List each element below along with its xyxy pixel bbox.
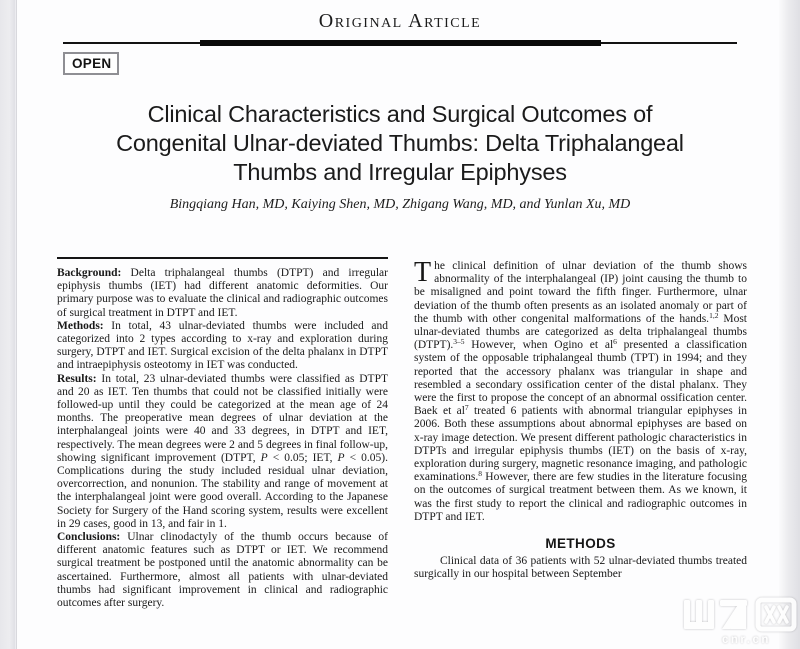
title-line-1: Clinical Characteristics and Surgical Outcomes of bbox=[147, 101, 653, 127]
article-title bbox=[40, 100, 760, 187]
abstract-background bbox=[57, 267, 388, 320]
abstract-methods bbox=[57, 320, 388, 373]
page-right-edge-shadow bbox=[779, 0, 800, 649]
page-left-edge-shadow bbox=[0, 0, 17, 649]
abstract-results bbox=[57, 373, 388, 531]
methods-paragraph: Clinical data of 36 patients with 52 ulnar-deviated thumbs treated surgically in our hospital between September bbox=[414, 555, 747, 581]
title-line-3: Thumbs and Irregular Epiphyses bbox=[233, 159, 567, 185]
abstract-results-label: Results: bbox=[57, 372, 97, 385]
introduction-text: he clinical definition of ulnar deviation of the thumb shows abnormality of the interphalangeal (IP) joint causing the thumb to be misaligned and point toward the fifth finger. Furthermore, ulnar deviation of the thumb often presents as an isolated anomaly or part of the thumb with other congenital malformations of the hands.$^{1,2}$ Most ulnar-deviated thumbs are categorized as delta triphalangeal thumbs (DTPT).$^{3-5}$ However, when Ogino et $al^6$ presented a classification system of the opposable triphalangeal thumb (TPT) in 1994; and they reported that the accessory phalanx was triangular in shape and resembled a secondary ossification center of the distal phalanx. They were the first to propose the concept of an abnormal ossification center. Baek et $al^7$ treated 6 patients with abnormal triangular epiphyses in 2006. Both these assumptions about abnormal epiphyses are based on x-ray image detection. We present different pathologic characteristics in DTPTs and irregular epiphysis thumbs (IET) on the basis of x-ray, exploration during surgery, magnetic resonance imaging, and pathologic examinations.$^8$ However, there are few studies in the literature focusing on the outcomes of surgical treatment between them. As we known, it was the first study to report the clinical and radiographic outcomes in DTPT and IET. bbox=[414, 260, 747, 523]
abstract-results-text: In total, 23 ulnar-deviated thumbs were classified as DTPT and 20 as IET. Ten thumbs that could not be classified initially were followed-up until they could be categorized at the mean age of 24 months. The preoperative mean degrees of ulnar deviation at the interphalangeal joints were 40 and 33 degrees, in DTPT and IET, respectively. The mean degrees were 2 and 5 degrees in final follow-up, showing significant improvement (DTPT, P < 0.05; IET, P < 0.05). Complications during the study included residual ulnar deviation, overcorrection, and nonunion. The stability and range of movement at the interphalangeal joint were good overall. According to the Japanese Society for Surgery of the Hand scoring system, results were excellent in 29 cases, good in 13, and fair in 1. bbox=[57, 372, 388, 530]
abstract-conclusions-label: Conclusions: bbox=[57, 531, 121, 544]
two-column-body bbox=[57, 257, 747, 610]
drop-cap: T bbox=[414, 257, 432, 288]
introduction-paragraph bbox=[414, 257, 747, 524]
abstract-background-label: Background: bbox=[57, 267, 122, 279]
abstract-column bbox=[57, 257, 388, 610]
introduction-column bbox=[414, 257, 747, 610]
article-type-heading: Original Article bbox=[318, 10, 482, 32]
watermark-site-text: cnr.cn bbox=[722, 634, 771, 646]
methods-section-heading: METHODS bbox=[545, 536, 616, 552]
abstract-background-text: Delta triphalangeal thumbs (DTPT) and irregular epiphysis thumbs (IET) had different anatomic deformities. Our primary purpose was to evaluate the clinical and radiographic outcomes of surgical treatment in DTPT and IET. bbox=[57, 267, 388, 319]
abstract-methods-text: In total, 43 ulnar-deviated thumbs were included and categorized into 2 types according to x-ray and exploration during surgery, DTPT and IET. Surgical excision of the delta phalanx in DTPT and intraepiphysis osteotomy in IET was conducted. bbox=[57, 319, 388, 372]
header-rule-thick-segment bbox=[200, 40, 601, 46]
title-line-2: Congenital Ulnar-deviated Thumbs: Delta Triphalangeal bbox=[116, 130, 684, 156]
abstract-conclusions-text: Ulnar clinodactyly of the thumb occurs because of different anatomic features such as DTPT or IET. We recommend surgical treatment be postponed until the anatomic abnormality can be ascertained. Furthermore, almost all patients with ulnar-deviated thumbs had significant improvement in clinical and radiographic outcomes after surgery. bbox=[57, 531, 388, 610]
abstract-methods-label: Methods: bbox=[57, 319, 104, 332]
author-byline: Bingqiang Han, MD, Kaiying Shen, MD, Zhigang Wang, MD, and Yunlan Xu, MD bbox=[169, 197, 631, 212]
abstract-conclusions bbox=[57, 531, 388, 610]
open-access-badge: OPEN bbox=[63, 52, 119, 75]
